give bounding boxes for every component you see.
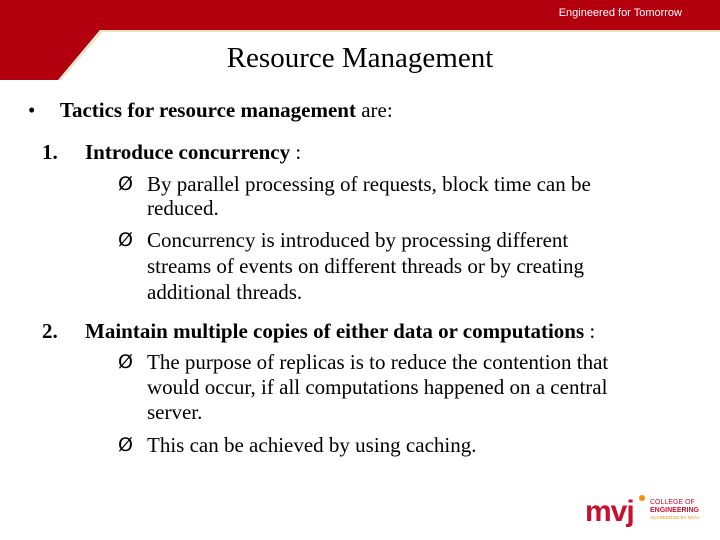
item-1-point-1-line-2: reduced. <box>147 196 219 220</box>
logo-line-1: COLLEGE OF <box>650 499 695 506</box>
intro-bold: Tactics for resource management <box>59 98 356 122</box>
header-tagline: Engineered for Tomorrow <box>558 7 682 19</box>
intro-rest: are: <box>355 98 393 122</box>
intro-line <box>28 98 393 122</box>
item-1-heading: Introduce concurrency <box>85 140 291 164</box>
item-2-heading-line <box>85 319 595 343</box>
logo-dot-icon <box>639 495 645 501</box>
arrow-bullet-icon: Ø <box>118 173 133 195</box>
item-2-suffix: : <box>584 319 596 343</box>
item-1-point-1-line-1: By parallel processing of requests, block time can be <box>147 172 591 196</box>
item-1-heading-line <box>85 140 301 164</box>
slide-title: Resource Management <box>226 42 494 74</box>
item-2-point-1-line-2: would occur, if all computations happened on a central <box>147 375 608 399</box>
item-1-point-2-line-2: streams of events on different threads or by creating <box>147 254 584 278</box>
item-2-heading: Maintain multiple copies of either data or computations <box>85 319 585 343</box>
intro-bullet: • <box>28 98 36 122</box>
item-2-point-1-line-1: The purpose of replicas is to reduce the contention that <box>147 350 609 374</box>
item-2-point-1-line-3: server. <box>147 400 203 424</box>
arrow-bullet-icon: Ø <box>118 229 133 251</box>
item-1-point-2-line-3: additional threads. <box>147 280 303 304</box>
item-1-number: 1. <box>42 140 58 164</box>
item-2-point-2-line-1: This can be achieved by using caching. <box>147 433 477 457</box>
logo-mark: mvj <box>585 495 634 528</box>
item-2-number: 2. <box>42 319 58 343</box>
mvj-college-logo <box>585 494 705 528</box>
logo-line-2: ENGINEERING <box>650 507 700 514</box>
logo-line-3: ACCREDITED BY NAAC <box>650 515 701 520</box>
arrow-bullet-icon: Ø <box>118 351 133 373</box>
item-1-point-2-line-1: Concurrency is introduced by processing different <box>147 228 569 252</box>
item-1-suffix: : <box>290 140 302 164</box>
arrow-bullet-icon: Ø <box>118 434 133 456</box>
